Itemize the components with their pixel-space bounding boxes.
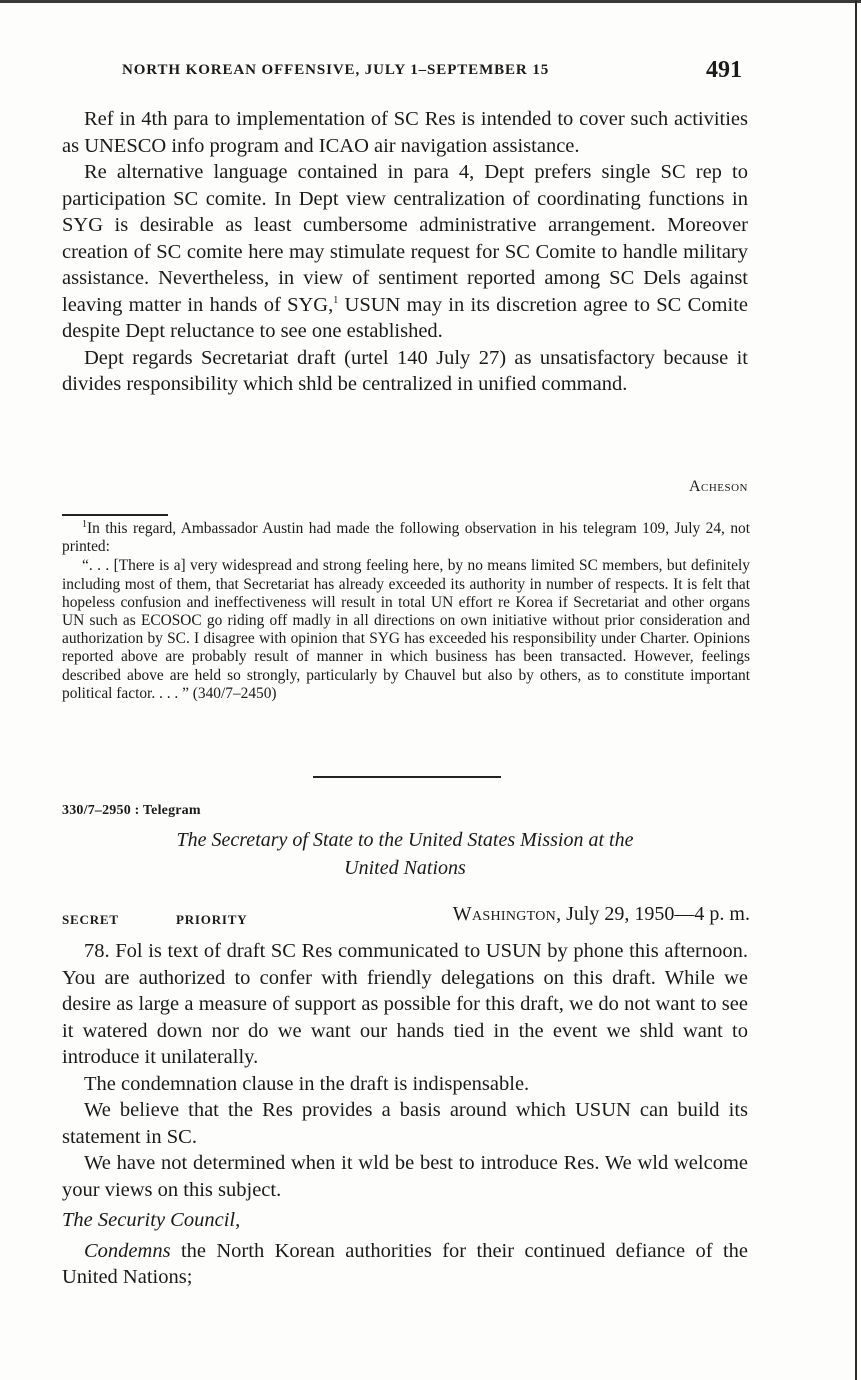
footnote-rule — [62, 514, 168, 516]
footnote-intro-text: In this regard, Ambassador Austin had made the following observation in his telegram 109, July 24, not printed: — [62, 520, 750, 556]
paragraph-text: Re alternative language contained in para 4, Dept prefers single SC rep to participation SC comite. In Dept view centralization of coordinating functions in SYG is desirable as least cumbersome administrative arrangement. Moreover creation of SC comite here may stimulate request for SC Comite to handle military assistance. Nevertheless, in view of sentiment reported among SC Dels against leaving matter in hands of SYG, — [62, 161, 748, 316]
dateline-date: , July 29, 1950—4 p. m. — [556, 903, 750, 925]
running-head: NORTH KOREAN OFFENSIVE, JULY 1–SEPTEMBER 15 — [122, 62, 550, 78]
classification-label: SECRET — [62, 912, 119, 927]
dateline-place: Washington — [452, 903, 557, 925]
section-divider — [313, 776, 501, 778]
resolution-clause-text: the North Korean authorities for their continued defiance of the United Nations; — [62, 1239, 748, 1288]
document-title-line-2: United Nations — [344, 857, 466, 879]
paragraph: The condemnation clause in the draft is indispensable. — [84, 1072, 530, 1095]
paragraph: We have not determined when it wld be best to introduce Res. We wld welcome your views on this subject. — [62, 1152, 748, 1201]
resolution-heading: The Security Council, — [62, 1209, 241, 1231]
letter-continuation — [62, 106, 748, 398]
resolution-clause — [62, 1238, 748, 1291]
file-reference: 330/7–2950 : Telegram — [62, 803, 201, 818]
page-top-edge — [0, 0, 861, 3]
paragraph: Ref in 4th para to implementation of SC Res is intended to cover such activities as UNESCO info program and ICAO air navigation assistance. — [62, 108, 748, 157]
telegram-body — [62, 938, 748, 1291]
dateline — [392, 903, 750, 926]
priority-label: PRIORITY — [176, 912, 248, 927]
paragraph-text: USUN may in its discretion agree to SC Comite despite Dept reluctance to see one established. — [62, 293, 748, 342]
footnote-quote: “. . . [There is a] very widespread and strong feeling here, by no means limited SC members, but definitely including most of them, that Secretariat has already exceeded its authority in number of respects. It is felt that hopeless confusion and ineffectiveness will result in total UN effort re Korea if Secretariat and other organs UN such as ECOSOC go riding off madly in all directions on own initiative without prior consideration and authorization by SC. I disagree with opinion that SYG has exceeded his responsibility under Charter. Opinions reported above are probably result of manner in which business has been transacted. However, feelings described above are held so strongly, particularly by Chauvel but also by others, as to constitute important political factor. . . . ” (340/7–2450) — [62, 557, 750, 702]
paragraph — [62, 159, 748, 345]
signature: Acheson — [688, 478, 748, 495]
footnote-intro — [62, 520, 750, 556]
document-title-line-1: The Secretary of State to the United States Mission at the — [176, 829, 634, 851]
paragraph: We believe that the Res provides a basis around which USUN can build its statement in SC. — [62, 1099, 748, 1148]
footnote-number: 1 — [82, 518, 87, 530]
page-number: 491 — [706, 57, 742, 83]
paragraph: Dept regards Secretariat draft (urtel 140 July 27) as unsatisfactory because it divides responsibility which shld be centralized in unified command. — [62, 346, 748, 395]
page-right-edge — [855, 0, 857, 1380]
resolution-verb: Condemns — [84, 1239, 171, 1262]
footnote — [62, 520, 750, 703]
footnote-marker: 1 — [333, 294, 339, 306]
paragraph: 78. Fol is text of draft SC Res communicated to USUN by phone this afternoon. You are authorized to confer with friendly delegations on this draft. While we desire as large a measure of support as possible for this draft, we do not want to see it watered down nor do we want our hands tied in the event we shld want to introduce it unilaterally. — [62, 940, 748, 1068]
document-title — [62, 826, 748, 882]
